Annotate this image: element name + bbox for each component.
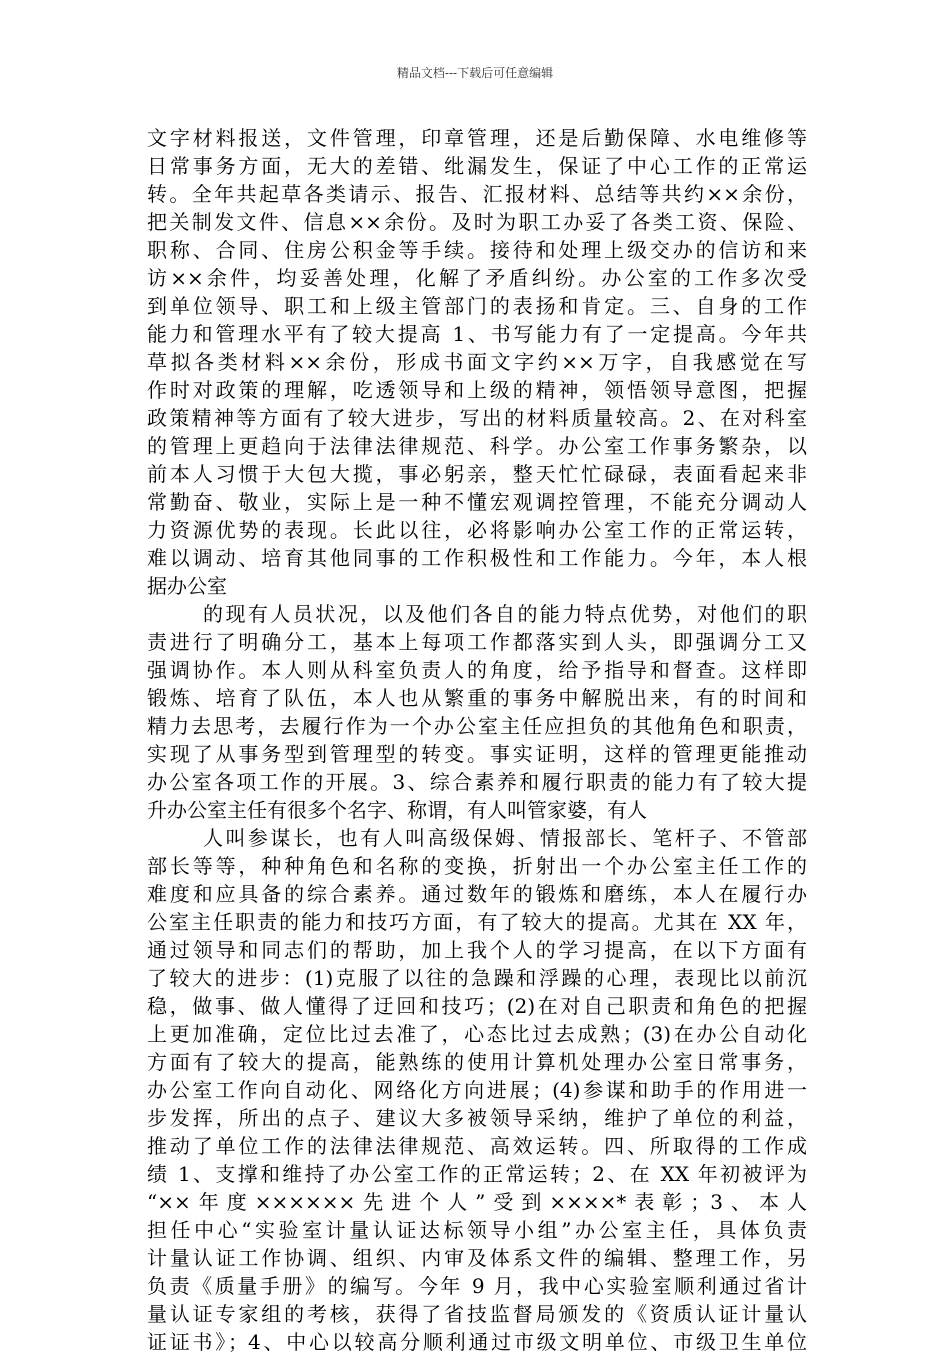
text-line: 到单位领导、职工和上级主管部门的表扬和肯定。三、自身的工作: [147, 294, 807, 318]
text-line: 日常事务方面，无大的差错、纰漏发生，保证了中心工作的正常运: [147, 154, 807, 178]
text-line: 常勤奋、敬业，实际上是一种不懂宏观调控管理，不能充分调动人: [147, 490, 807, 514]
text-line: 访××余件，均妥善处理，化解了矛盾纠纷。办公室的工作多次受: [147, 266, 807, 290]
text-line: 绩 1、支撑和维持了办公室工作的正常运转；2、在 XX 年初被评为: [147, 1162, 807, 1186]
text-line: 难度和应具备的综合素养。通过数年的锻炼和磨练，本人在履行办: [147, 882, 807, 906]
text-line: “××年度××××××先进个人”受到××××*表彰；3、本人: [147, 1190, 807, 1214]
text-line: 部长等等，种种角色和名称的变换，折射出一个办公室主任工作的: [147, 854, 807, 878]
text-line: 作时对政策的理解，吃透领导和上级的精神，领悟领导意图，把握: [147, 378, 807, 402]
text-line: 实现了从事务型到管理型的转变。事实证明，这样的管理更能推动: [147, 742, 807, 766]
text-line: 难以调动、培育其他同事的工作积极性和工作能力。今年，本人根: [147, 546, 807, 570]
text-line: 方面有了较大的提高，能熟练的使用计算机处理办公室日常事务，: [147, 1050, 807, 1074]
page-header: 精品文档---下载后可任意编辑: [396, 66, 554, 80]
text-line: 前本人习惯于大包大揽，事必躬亲，整天忙忙碌碌，表面看起来非: [147, 462, 807, 486]
text-line: 据办公室: [147, 574, 227, 598]
text-line: 政策精神等方面有了较大进步，写出的材料质量较高。2、在对科室: [147, 406, 807, 430]
text-line: 上更加准确，定位比过去准了，心态比过去成熟；(3)在办公自动化: [147, 1022, 807, 1046]
text-line: 计量认证工作协调、组织、内审及体系文件的编辑、整理工作，另: [147, 1246, 807, 1270]
text-line: 通过领导和同志们的帮助，加上我个人的学习提高，在以下方面有: [147, 938, 807, 962]
text-line: 公室主任职责的能力和技巧方面，有了较大的提高。尤其在 XX 年，: [147, 910, 807, 934]
text-line: 步发挥，所出的点子、建议大多被领导采纳，维护了单位的利益，: [147, 1106, 807, 1130]
text-line: 能力和管理水平有了较大提高 1、书写能力有了一定提高。今年共: [147, 322, 807, 346]
text-line: 职称、合同、住房公积金等手续。接待和处理上级交办的信访和来: [147, 238, 807, 262]
text-line: 文字材料报送，文件管理，印章管理，还是后勤保障、水电维修等: [147, 126, 807, 150]
text-line: 转。全年共起草各类请示、报告、汇报材料、总结等共约××余份，: [147, 182, 807, 206]
text-line: 稳，做事、做人懂得了迂回和技巧；(2)在对自己职责和角色的把握: [147, 994, 807, 1018]
text-line: 强调协作。本人则从科室负责人的角度，给予指导和督查。这样即: [147, 658, 807, 682]
text-line: 锻炼、培育了队伍，本人也从繁重的事务中解脱出来，有的时间和: [147, 686, 807, 710]
text-line: 人叫参谋长，也有人叫高级保姆、情报部长、笔杆子、不管部: [203, 826, 807, 850]
text-line: 升办公室主任有很多个名字、称谓，有人叫管家婆，有人: [147, 798, 647, 822]
text-line: 了较大的进步：(1)克服了以往的急躁和浮躁的心理，表现比以前沉: [147, 966, 807, 990]
text-line: 担任中心“实验室计量认证达标领导小组”办公室主任，具体负责: [147, 1218, 807, 1242]
text-line: 推动了单位工作的法律法律规范、高效运转。四、所取得的工作成: [147, 1134, 807, 1158]
document-body: [147, 124, 807, 1356]
text-line: 证证书》；4、中心以较高分顺利通过市级文明单位、市级卫生单位: [147, 1330, 807, 1354]
text-line: 的现有人员状况，以及他们各自的能力特点优势，对他们的职: [203, 602, 807, 626]
text-line: 负责《质量手册》的编写。今年 9 月，我中心实验室顺利通过省计: [147, 1274, 807, 1298]
text-line: 责进行了明确分工，基本上每项工作都落实到人头，即强调分工又: [147, 630, 807, 654]
text-line: 量认证专家组的考核，获得了省技监督局颁发的《资质认证计量认: [147, 1302, 807, 1326]
text-line: 力资源优势的表现。长此以往，必将影响办公室工作的正常运转，: [147, 518, 807, 542]
text-line: 草拟各类材料××余份，形成书面文字约××万字，自我感觉在写: [147, 350, 807, 374]
text-line: 办公室各项工作的开展。3、综合素养和履行职责的能力有了较大提: [147, 770, 807, 794]
text-line: 把关制发文件、信息××余份。及时为职工办妥了各类工资、保险、: [147, 210, 807, 234]
text-line: 的管理上更趋向于法律法律规范、科学。办公室工作事务繁杂，以: [147, 434, 807, 458]
text-line: 精力去思考，去履行作为一个办公室主任应担负的其他角色和职责，: [147, 714, 807, 738]
text-line: 办公室工作向自动化、网络化方向进展；(4)参谋和助手的作用进一: [147, 1078, 807, 1102]
